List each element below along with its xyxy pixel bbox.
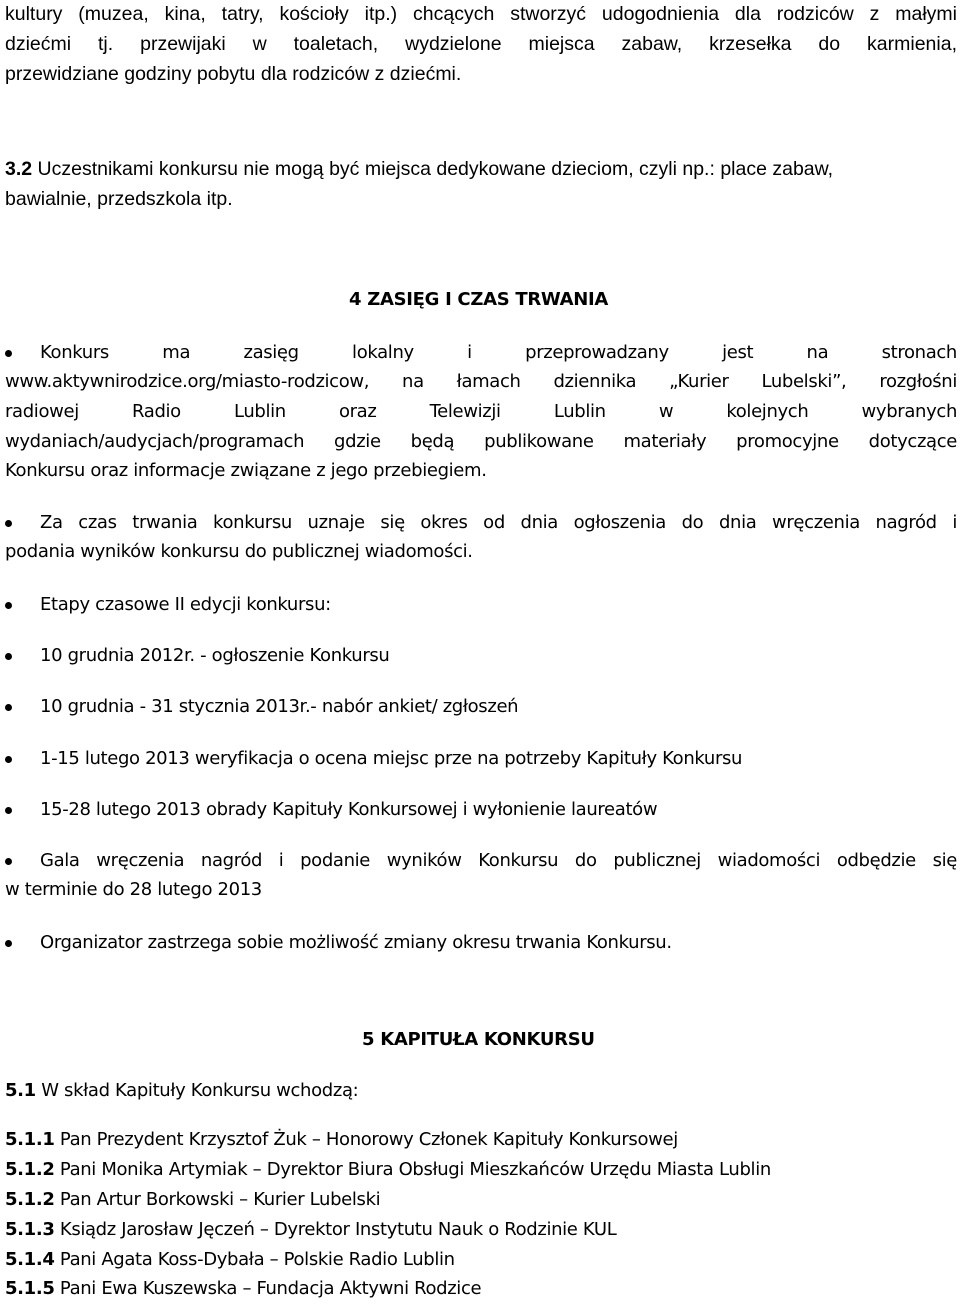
bullet-icon [5,858,12,865]
member-text: Pan Artur Borkowski – Kurier Lubelski [54,1189,381,1210]
intro-line-1: kultury (muzea, kina, tatry, kościoły itp.) chcących stworzyć udogodnienia dla rodziców z małymi [5,3,957,25]
bullet-1-line-3: radiowej Radio Lublin oraz Telewizji Lublin w kolejnych wybranych [5,401,957,422]
member-item [5,1155,957,1185]
intro-line-3: przewidziane godziny pobytu dla rodziców z dziećmi. [5,63,462,85]
bullet-6-line-1: 1-15 lutego 2013 weryfikacja o ocena miejsc prze na potrzeby Kapituły Konkursu [40,748,743,769]
member-text: Ksiądz Jarosław Jęczeń – Dyrektor Instytutu Nauk o Rodzinie KUL [54,1219,617,1240]
section-3-2-text: Uczestnikami konkursu nie mogą być miejsca dedykowane dzieciom, czyli np.: place zabaw, [32,158,834,180]
bullet-3-line-1: Etapy czasowe II edycji konkursu: [40,594,331,615]
section-3-2-line-1 [5,154,957,184]
member-text: Pani Monika Artymiak – Dyrektor Biura Obsługi Mieszkańców Urzędu Miasta Lublin [54,1159,771,1180]
bullet-1-line-4: wydaniach/audycjach/programach gdzie będą publikowane materiały promocyjne dotyczące [5,431,957,452]
bullet-1-line-5: Konkursu oraz informacje związane z jego przebiegiem. [5,460,487,481]
member-number: 5.1.4 [5,1249,55,1270]
bullet-icon [5,704,12,711]
member-text: Pani Agata Koss-Dybała – Polskie Radio Lublin [54,1249,455,1270]
member-item [5,1185,957,1215]
bullet-icon [5,756,12,763]
bullet-icon [5,520,12,527]
bullet-icon [5,350,12,357]
bullet-1-line-2: www.aktywnirodzice.org/miasto-rodzicow, na łamach dziennika „Kurier Lubelski”, rozgłośni [5,371,957,392]
bullet-8-line-2: w terminie do 28 lutego 2013 [5,879,262,900]
member-item [5,1215,957,1245]
member-item [5,1274,957,1304]
section-3-2-number: 3.2 [5,158,33,180]
bullet-5-line-1: 10 grudnia - 31 stycznia 2013r.- nabór ankiet/ zgłoszeń [40,696,519,717]
bullet-icon [5,940,12,947]
member-number: 5.1.5 [5,1278,55,1299]
member-item [5,1125,957,1155]
section-5-1-text: W skład Kapituły Konkursu wchodzą: [35,1080,359,1101]
bullet-4-line-1: 10 grudnia 2012r. - ogłoszenie Konkursu [40,645,390,666]
section-3-2-line-2: bawialnie, przedszkola itp. [5,188,233,210]
section-5-heading: 5 KAPITUŁA KONKURSU [362,1029,595,1050]
bullet-9-line-1: Organizator zastrzega sobie możliwość zmiany okresu trwania Konkursu. [40,932,672,953]
bullet-7-line-1: 15-28 lutego 2013 obrady Kapituły Konkursowej i wyłonienie laureatów [40,799,658,820]
bullet-icon [5,602,12,609]
bullet-icon [5,653,12,660]
bullet-2-line-1: Za czas trwania konkursu uznaje się okres od dnia ogłoszenia do dnia wręczenia nagród i [40,512,957,533]
bullet-8-line-1: Gala wręczenia nagród i podanie wyników Konkursu do publicznej wiadomości odbędzie się [40,850,957,871]
member-number: 5.1.3 [5,1219,55,1240]
member-item [5,1245,957,1275]
section-5-1-number: 5.1 [5,1080,36,1101]
section-4-heading: 4 ZASIĘG I CZAS TRWANIA [349,289,609,310]
intro-line-2: dziećmi tj. przewijaki w toaletach, wydzielone miejsca zabaw, krzesełka do karmienia, [5,33,957,55]
member-number: 5.1.2 [5,1189,55,1210]
member-text: Pan Prezydent Krzysztof Żuk – Honorowy Członek Kapituły Konkursowej [54,1129,678,1150]
bullet-2-line-2: podania wyników konkursu do publicznej wiadomości. [5,541,473,562]
section-5-1-intro [5,1076,957,1106]
bullet-icon [5,807,12,814]
member-number: 5.1.1 [5,1129,55,1150]
bullet-1-line-1: Konkurs ma zasięg lokalny i przeprowadzany jest na stronach [40,342,957,363]
member-text: Pani Ewa Kuszewska – Fundacja Aktywni Rodzice [54,1278,482,1299]
member-number: 5.1.2 [5,1159,55,1180]
